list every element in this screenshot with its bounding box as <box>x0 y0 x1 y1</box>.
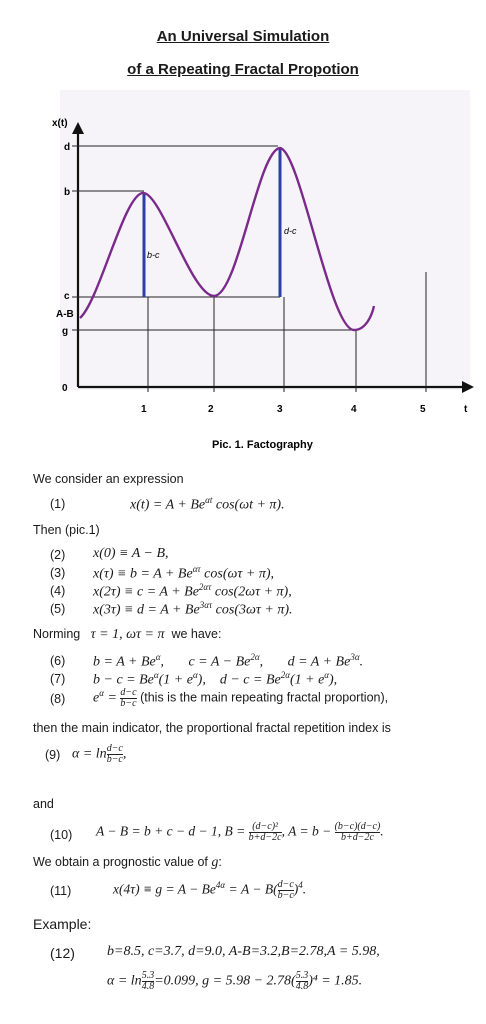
x-tick-5: 5 <box>420 404 426 415</box>
x-tick-1: 1 <box>141 404 147 415</box>
eq1-number: (1) <box>50 497 66 511</box>
eq3: $x(\tau) \equiv b = A + Be^{\alpha\tau}$ cos(ωτ + π), <box>93 564 274 582</box>
x-tick-2: 2 <box>208 404 214 415</box>
eq2: x(0) ≡ A − B, <box>93 546 169 561</box>
eq8: $e^\alpha$ = $\frac{d-c}{b-c}$ (this is the main repeating fractal proportion), <box>93 687 389 709</box>
eq10: A − B = b + c − d − 1, B = $\frac{\text{(d−c)²}}{b+d-2c}$ , A = b − $\frac{(b-c)(d-c)}{b+d-2c}$ . <box>96 821 384 843</box>
segment-label-d-c: d-c <box>284 226 297 236</box>
eq4: $x(2\tau) \equiv c = A + Be^{2\alpha\tau}$ cos(2ωτ + π), <box>93 582 292 600</box>
x-tick-4: 4 <box>351 404 357 415</box>
prognostic-text: We obtain a prognostic value of g: <box>33 855 222 870</box>
y-tick-d: d <box>64 142 71 153</box>
eq6-number: (6) <box>50 654 66 668</box>
example-label: Example: <box>33 916 92 932</box>
eq7-number: (7) <box>50 672 66 686</box>
then-text: Then (pic.1) <box>33 523 100 537</box>
eq12-line1: b=8.5, c=3.7, d=9.0, A-B=3.2,B=2.78,A = 5.98, <box>107 944 380 959</box>
eq9: α = ln $\frac{d-c}{b-c}$ , <box>72 743 127 765</box>
segment-label-b-c: b-c <box>147 250 160 260</box>
y-axis-label: x(t) <box>52 118 68 129</box>
eq11-number: (11) <box>50 884 72 898</box>
y-tick-0: 0 <box>62 383 68 394</box>
eq1: $x(t) = A + Be^{\alpha t}$ cos(ωt + π). <box>130 495 285 513</box>
title-line-2: of a Repeating Fractal Propotion <box>127 61 359 78</box>
eq12-number: (12) <box>50 945 75 961</box>
figure-background <box>60 90 470 390</box>
eq6: $b = A + Be^\alpha$, $c = A - Be^{2\alpha}$, $d = A + Be^{3\alpha}$. <box>93 652 364 670</box>
eq8-number: (8) <box>50 692 66 706</box>
eq12-line2: α = ln $\frac{5.3}{4.8}$ =0.099, g = 5.98 − 2.78( $\frac{5.3}{4.8}$ )⁴ = 1.85. <box>107 970 363 992</box>
y-tick-c: c <box>64 291 70 302</box>
y-tick-a-minus-b: A-B <box>56 309 74 320</box>
norming-text: Norming τ = 1, ωτ = π we have: <box>33 627 222 642</box>
y-tick-g: g <box>62 326 69 337</box>
eq7: $b - c = Be^\alpha(1 + e^\alpha)$, $d - c = Be^{2\alpha}(1 + e^\alpha)$, <box>93 670 338 688</box>
eq5: $x(3\tau) \equiv d = A + Be^{3\alpha\tau}$ cos(3ωτ + π). <box>93 600 293 618</box>
factography-figure <box>0 80 486 460</box>
eq2-number: (2) <box>50 548 66 562</box>
x-tick-3: 3 <box>277 404 283 415</box>
eq3-number: (3) <box>50 566 66 580</box>
figure-caption: Pic. 1. Factography <box>212 439 313 451</box>
eq9-number: (9) <box>45 748 61 762</box>
x-axis-label: t <box>464 404 468 415</box>
eq4-number: (4) <box>50 584 66 598</box>
eq10-number: (10) <box>50 828 73 842</box>
and-text: and <box>33 797 54 811</box>
main-indicator-text: then the main indicator, the proportional fractal repetition index is <box>33 721 391 735</box>
y-tick-b: b <box>64 187 71 198</box>
eq5-number: (5) <box>50 602 66 616</box>
title-line-1: An Universal Simulation <box>156 28 330 45</box>
intro-text: We consider an expression <box>33 472 184 486</box>
eq11: $x(4\tau) \equiv g = A - Be^{4\alpha} = A - B$( $\frac{d-c}{b-c}$ )$^4$. <box>113 879 307 901</box>
